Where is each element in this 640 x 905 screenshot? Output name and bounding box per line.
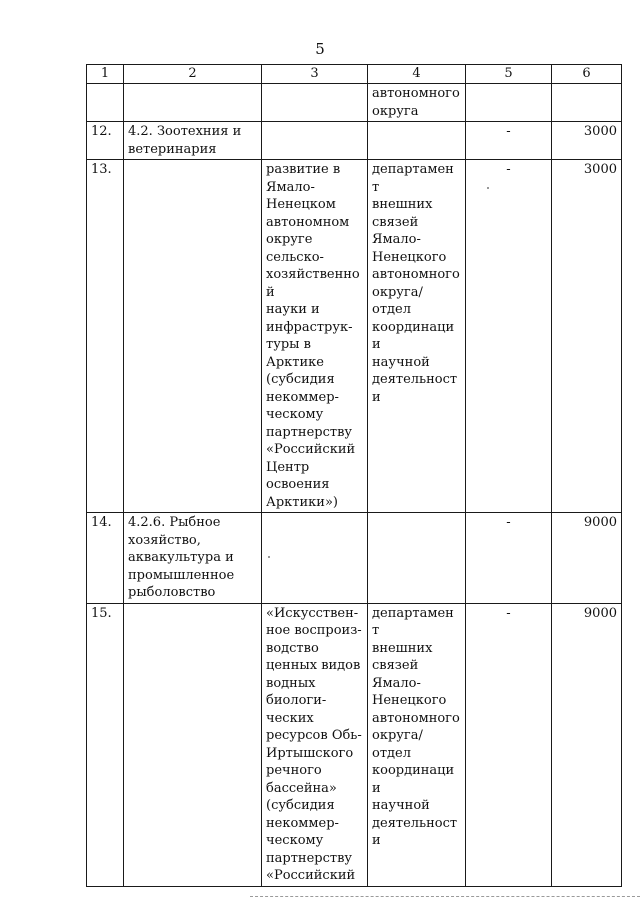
row-number-cell: 13. [87, 160, 124, 513]
column-header-3: 3 [262, 65, 368, 84]
column-header-5: 5 [466, 65, 552, 84]
table-row [87, 160, 622, 513]
section-cell: 4.2. Зоотехния и ветеринария [124, 122, 262, 160]
executor-cell: автономного округа [368, 84, 466, 122]
executor-cell: департамент внешних связей Ямало- Ненецкого автономного округа/отдел координации научной деятельности [368, 603, 466, 886]
scan-speck [487, 187, 489, 189]
executor-cell: департамент внешних связей Ямало- Ненецкого автономного округа/отдел координации научной деятельности [368, 160, 466, 513]
table-row [87, 122, 622, 160]
row-number-cell: 14. [87, 513, 124, 604]
activity-cell: развитие в Ямало- Ненецком автономном округе сельско- хозяйственной науки и инфраструк- туры в Арктике (субсидия некоммер- ческому партнерству «Российский Центр освоения Арктики») [262, 160, 368, 513]
scan-speck [268, 556, 270, 558]
amount-cell: 9000 [552, 603, 622, 886]
column-header-2: 2 [124, 65, 262, 84]
section-cell [124, 160, 262, 513]
amount-cell: 3000 [552, 122, 622, 160]
page-number: 5 [315, 40, 325, 58]
table-row [87, 513, 622, 604]
column-5-cell: - [466, 122, 552, 160]
executor-cell [368, 513, 466, 604]
amount-cell: 3000 [552, 160, 622, 513]
section-cell [124, 84, 262, 122]
row-number-cell: 12. [87, 122, 124, 160]
amount-cell: 9000 [552, 513, 622, 604]
activity-cell [262, 513, 368, 604]
page-bottom-edge [250, 896, 640, 897]
executor-cell [368, 122, 466, 160]
row-number-cell [87, 84, 124, 122]
column-5-cell [466, 84, 552, 122]
table-row [87, 603, 622, 886]
column-header-4: 4 [368, 65, 466, 84]
section-cell: 4.2.6. Рыбное хозяйство, аквакультура и промышленное рыболовство [124, 513, 262, 604]
column-5-cell: - [466, 160, 552, 513]
column-5-cell: - [466, 513, 552, 604]
column-header-1: 1 [87, 65, 124, 84]
amount-cell [552, 84, 622, 122]
activity-cell [262, 122, 368, 160]
activity-cell [262, 84, 368, 122]
column-5-cell: - [466, 603, 552, 886]
column-header-6: 6 [552, 65, 622, 84]
activity-cell: «Искусствен- ное воспроиз- водство ценных видов водных биологи- ческих ресурсов Обь- Иртышского речного бассейна» (субсидия некоммер- ческому партнерству «Российский [262, 603, 368, 886]
table-row [87, 84, 622, 122]
table-header-row [87, 65, 622, 84]
row-number-cell: 15. [87, 603, 124, 886]
section-cell [124, 603, 262, 886]
budget-table [86, 64, 622, 887]
